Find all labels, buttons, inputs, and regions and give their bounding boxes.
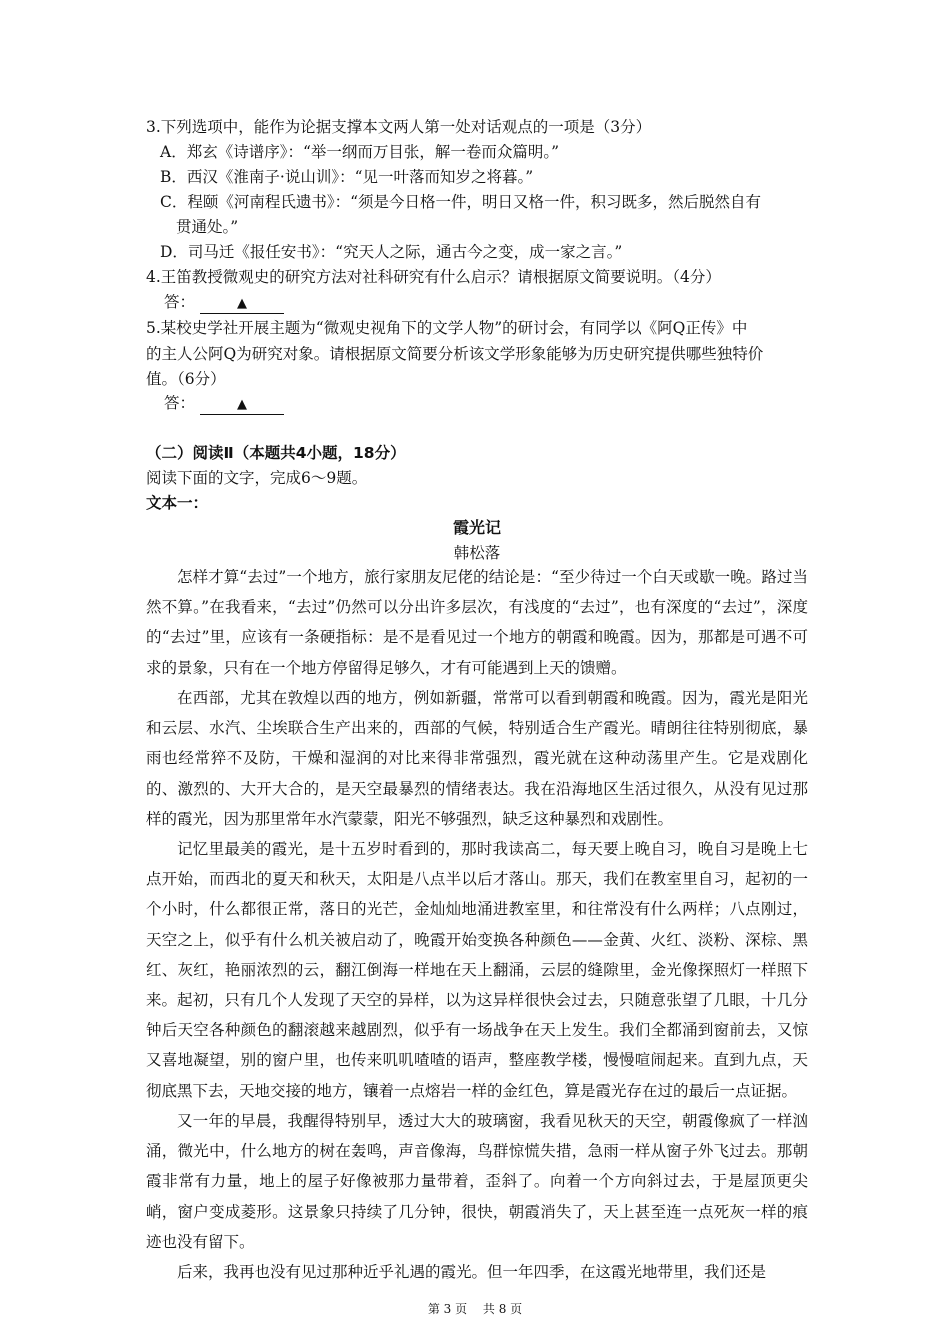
question-5-line-1: 5.某校史学社开展主题为“微观史视角下的文学人物”的研讨会，有同学以《阿Q正传》中 (146, 319, 748, 337)
question-5-line-3: 值。（6分） (146, 370, 226, 388)
question-5-answer-line (164, 390, 284, 416)
question-5-line-2: 的主人公阿Q为研究对象。请根据原文简要分析该文学形象能够为历史研究提供哪些独特价 (146, 345, 764, 363)
question-3-option-b: B．西汉《淮南子·说山训》：“见一叶落而知岁之将暮。” (160, 168, 534, 186)
question-3-option-a: A．郑玄《诗谱序》：“举一纲而万目张，解一卷而众篇明。” (160, 143, 560, 161)
question-4-answer-line (164, 289, 284, 315)
question-3-option-c-continued: 贯通处。” (176, 218, 239, 236)
article-paragraph-3: 记忆里最美的霞光，是十五岁时看到的，那时我读高二，每天要上晚自习，晚自习是晚上七点开始，而西北的夏天和秋天，太阳是八点半以后才落山。那天，我们在教室里自习，起初的一个小时，什么都很正常，落日的光芒，金灿灿地涌进教室里，和往常没有什么两样；八点刚过，天空之上，似乎有什么机关被启动了，晚霞开始变换各种颜色——金黄、火红、淡粉、深棕、黑红、灰红，艳丽浓烈的云，翻江倒海一样地在天上翻涌，云层的缝隙里，金光像探照灯一样照下来。 (146, 840, 808, 1010)
answer-blank (200, 394, 284, 415)
article-author: 韩松落 (453, 544, 501, 562)
article-paragraph-1: 怎样才算“去过”一个地方，旅行家朋友尼佬的结论是：“至少待过一个白天或歇一晚。路过当然不算。”在我看来，“去过”仍然可以分出许多层次，有浅度的“去过”，也有深度的“去过”，深度的“去过”里，应该有一条硬指标：是不是看见过一个地方的朝霞和晚霞。因为，那都是可遇不可求的景象，只有在一个地方停留得足够久，才有可能遇到上天的馈赠。 (146, 568, 808, 677)
question-3-option-d: D．司马迁《报任安书》：“究天人之际，通古今之变，成一家之言。” (160, 243, 623, 261)
question-3-option-c: C．程颐《河南程氏遗书》：“须是今日格一件，明日又格一件，积习既多，然后脱然自有 (160, 193, 762, 211)
article-title: 霞光记 (452, 518, 501, 537)
section-heading: （二）阅读Ⅱ（本题共4小题，18分） (146, 444, 406, 462)
article-paragraph-5: 又一年的早晨，我醒得特别早，透过大大的玻璃窗，我看见秋天的天空，朝霞像疯了一样汹涌，微光中，什么地方的树在轰鸣，声音像海，鸟群惊慌失措，急雨一样从窗子外飞过去。那朝霞非常有力量，地上的屋子好像被那力量带着，歪斜了。向着一个方向斜过去，于是屋顶更尖峭，窗户变成菱形。这景象只持续了几分钟，很快，朝霞消失了，天上甚至连一点死灰一样的痕迹也没有留下。 (146, 1112, 808, 1251)
question-4-stem: 4.王笛教授微观史的研究方法对社科研究有什么启示？请根据原文简要说明。（4分） (146, 268, 721, 286)
article-paragraph-6: 后来，我再也没有见过那种近乎礼遇的霞光。但一年四季，在这霞光地带里，我们还是 (177, 1263, 767, 1281)
article-paragraph-4: 起初，只有几个人发现了天空的异样，以为这异样很快会过去，只随意张望了几眼，十几分钟后天空各种颜色的翻滚越来越剧烈，似乎有一场战争在天上发生。我们全都涌到窗前去，又惊又喜地凝望，别的窗户里，也传来叽叽喳喳的语声，整座教学楼，慢慢喧闹起来。直到九点，天彻底黑下去，天地交接的地方，镶着一点熔岩一样的金红色，算是霞光存在过的最后一点证据。 (146, 991, 808, 1100)
answer-label: 答： (164, 394, 196, 412)
text-one-label: 文本一： (146, 494, 209, 512)
answer-label: 答： (164, 293, 196, 311)
triangle-marker-icon: ▲ (236, 397, 247, 412)
section-instruction: 阅读下面的文字，完成6～9题。 (146, 469, 368, 487)
page-footer: 第 3 页 共 8 页 (427, 1302, 523, 1316)
triangle-marker-icon: ▲ (236, 296, 247, 311)
article-paragraph-2: 在西部，尤其在敦煌以西的地方，例如新疆，常常可以看到朝霞和晚霞。因为，霞光是阳光和云层、水汽、尘埃联合生产出来的，西部的气候，特别适合生产霞光。晴朗往往特别彻底，暴雨也经常猝不及防，干燥和湿润的对比来得非常强烈，霞光就在这种动荡里产生。它是戏剧化的、激烈的、大开大合的，是天空最暴烈的情绪表达。我在沿海地区生活过很久，从没有见过那样的霞光，因为那里常年水汽蒙蒙，阳光不够强烈，缺乏这种暴烈和戏剧性。 (146, 689, 808, 828)
answer-blank (200, 293, 284, 314)
question-3-stem: 3.下列选项中，能作为论据支撑本文两人第一处对话观点的一项是（3分） (146, 118, 652, 136)
